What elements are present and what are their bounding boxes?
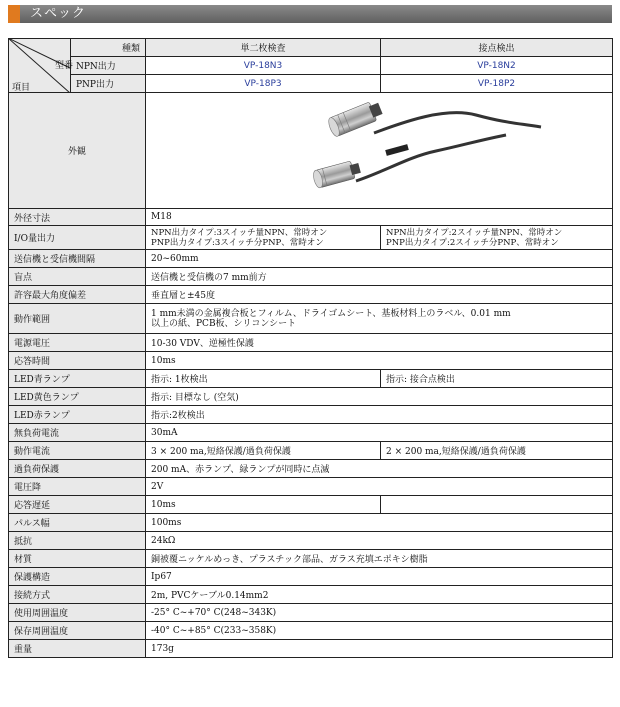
row-value: 送信機と受信機の7 mm前方 bbox=[146, 268, 613, 286]
io-line: NPN出力タイプ:2スイッチ量NPN、常時オン bbox=[386, 227, 563, 238]
row-value-col1: 3 × 200 ma,短絡保護/過負荷保護 bbox=[146, 442, 381, 460]
row-label: 材質 bbox=[9, 550, 146, 568]
row-label: 電圧降 bbox=[9, 478, 146, 496]
row-value: 30mA bbox=[146, 424, 613, 442]
npn-model-col1: VP-18N3 bbox=[146, 57, 381, 75]
row-label: 動作電流 bbox=[9, 442, 146, 460]
row-label: 外径寸法 bbox=[9, 209, 146, 226]
row-label: I/O量出力 bbox=[9, 226, 146, 250]
row-label: 保存周囲温度 bbox=[9, 622, 146, 640]
operating-range-line: 1 mm未満の金属複合板とフィルム、ドライゴムシート、基板材料上のラベル、0.01 mm bbox=[151, 308, 511, 319]
row-label: 重量 bbox=[9, 640, 146, 658]
row-label: 応答遅延 bbox=[9, 496, 146, 514]
row-label: LED黄色ランプ bbox=[9, 388, 146, 406]
pnp-model-col2: VP-18P2 bbox=[381, 75, 613, 93]
row-value: 200 mA、赤ランプ、緑ランプが同時に点滅 bbox=[146, 460, 613, 478]
io-output-col2 bbox=[381, 226, 613, 250]
row-label: 送信機と受信機間隔 bbox=[9, 250, 146, 268]
row-value: -25° C~+70° C(248~343K) bbox=[146, 604, 613, 622]
row-label: 電源電圧 bbox=[9, 334, 146, 352]
appearance-image-cell bbox=[146, 93, 613, 209]
row-value: 173g bbox=[146, 640, 613, 658]
spec-table bbox=[8, 38, 613, 658]
row-label: 過負荷保護 bbox=[9, 460, 146, 478]
row-value-col2: 2 × 200 ma,短絡保護/過負荷保護 bbox=[381, 442, 613, 460]
row-label: LED青ランプ bbox=[9, 370, 146, 388]
title-accent-block bbox=[8, 5, 20, 23]
io-line: PNP出力タイプ:2スイッチ分PNP、常時オン bbox=[386, 237, 559, 248]
row-value: 10ms bbox=[146, 352, 613, 370]
row-value: -40° C~+85° C(233~358K) bbox=[146, 622, 613, 640]
row-label: 応答時間 bbox=[9, 352, 146, 370]
row-value-col1: 10ms bbox=[146, 496, 381, 514]
row-label: 使用周囲温度 bbox=[9, 604, 146, 622]
row-value: Ip67 bbox=[146, 568, 613, 586]
header-type-label: 型番 bbox=[55, 61, 74, 71]
sensor-product-image bbox=[146, 93, 613, 205]
row-value-col1: 指示: 1枚検出 bbox=[146, 370, 381, 388]
row-value-col2 bbox=[381, 496, 613, 514]
pnp-model-col1: VP-18P3 bbox=[146, 75, 381, 93]
header-item-label: 項目 bbox=[12, 83, 31, 93]
row-value: 垂直層と±45度 bbox=[146, 286, 613, 304]
io-output-col1 bbox=[146, 226, 381, 250]
section-title-bar bbox=[8, 5, 612, 23]
row-label: LED赤ランプ bbox=[9, 406, 146, 424]
row-value-col2: 指示: 接合点検出 bbox=[381, 370, 613, 388]
npn-model-col2: VP-18N2 bbox=[381, 57, 613, 75]
row-value: 100ms bbox=[146, 514, 613, 532]
io-line: PNP出力タイプ:3スイッチ分PNP、常時オン bbox=[151, 237, 324, 248]
row-label: 無負荷電流 bbox=[9, 424, 146, 442]
header-col1: 単二枚検査 bbox=[146, 39, 381, 57]
io-line: NPN出力タイプ:3スイッチ量NPN、常時オン bbox=[151, 227, 328, 238]
operating-range-value bbox=[146, 304, 613, 334]
row-label: 盲点 bbox=[9, 268, 146, 286]
row-label: 接続方式 bbox=[9, 586, 146, 604]
row-value: 指示:2枚検出 bbox=[146, 406, 613, 424]
row-value: 24kΩ bbox=[146, 532, 613, 550]
header-npn-label: NPN出力 bbox=[71, 57, 146, 75]
row-value: 2m, PVCケーブル0.14mm2 bbox=[146, 586, 613, 604]
header-pnp-label: PNP出力 bbox=[71, 75, 146, 93]
row-value: 10-30 VDV、逆極性保護 bbox=[146, 334, 613, 352]
row-value: 指示: 目標なし (空気) bbox=[146, 388, 613, 406]
row-label: 許容最大角度偏差 bbox=[9, 286, 146, 304]
operating-range-line: 以上の紙、PCB板、シリコンシート bbox=[151, 318, 297, 329]
section-title: スペック bbox=[30, 6, 87, 21]
header-kind-label: 種類 bbox=[71, 39, 146, 57]
header-corner-overlay bbox=[8, 38, 145, 93]
row-label: 動作範囲 bbox=[9, 304, 146, 334]
row-label: 抵抗 bbox=[9, 532, 146, 550]
row-value: 2V bbox=[146, 478, 613, 496]
row-value: 20~60mm bbox=[146, 250, 613, 268]
row-value: 銅被覆ニッケルめっき、プラスチック部品、ガラス充填エポキシ樹脂 bbox=[146, 550, 613, 568]
row-label: 保護構造 bbox=[9, 568, 146, 586]
header-col2: 接点検出 bbox=[381, 39, 613, 57]
row-label: パルス幅 bbox=[9, 514, 146, 532]
appearance-label: 外観 bbox=[9, 93, 146, 209]
row-value: M18 bbox=[146, 209, 613, 226]
